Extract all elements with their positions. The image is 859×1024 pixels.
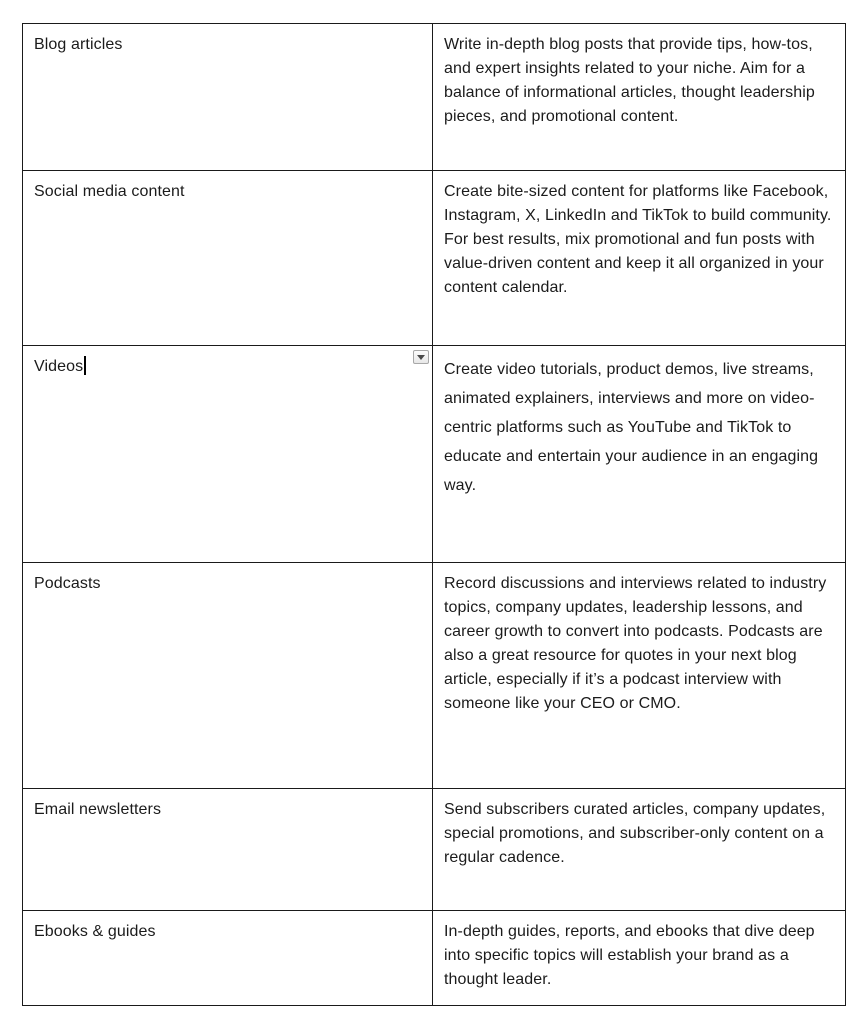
table-row [23,171,846,346]
content-type-cell[interactable] [23,911,433,1006]
description-text: Write in-depth blog posts that provide tips, how-tos, and expert insights related to your niche. Aim for a balance of informational articles, thought leadership pieces, and promotional content. [444,36,815,125]
content-types-table [22,23,846,1006]
description-text: In-depth guides, reports, and ebooks that dive deep into specific topics will establish your brand as a thought leader. [444,923,815,988]
description-text: Create video tutorials, product demos, live streams, animated explainers, interviews and more on video-centric platforms such as YouTube and TikTok to educate and entertain your audience in an engaging way. [444,361,819,494]
description-cell[interactable] [433,346,846,563]
description-cell[interactable] [433,789,846,911]
description-cell[interactable] [433,171,846,346]
content-type-cell[interactable] [23,24,433,171]
cell-dropdown-button[interactable] [413,350,429,364]
content-type-label: Blog articles [34,36,123,53]
table-row [23,789,846,911]
content-type-label: Email newsletters [34,801,162,818]
chevron-down-icon [417,355,425,360]
text-cursor [84,356,86,375]
content-type-label: Videos [34,358,84,375]
description-cell[interactable] [433,24,846,171]
table-row [23,24,846,171]
description-cell[interactable] [433,911,846,1006]
table-row [23,911,846,1006]
content-type-label: Social media content [34,183,185,200]
content-type-label: Ebooks & guides [34,923,156,940]
description-cell[interactable] [433,563,846,789]
content-type-cell[interactable] [23,789,433,911]
content-type-cell[interactable] [23,346,433,563]
content-type-cell[interactable] [23,563,433,789]
table-row [23,563,846,789]
content-type-label: Podcasts [34,575,101,592]
description-text: Send subscribers curated articles, company updates, special promotions, and subscriber-only content on a regular cadence. [444,801,826,866]
description-text: Create bite-sized content for platforms like Facebook, Instagram, X, LinkedIn and TikTok to build community. For best results, mix promotional and fun posts with value-driven content and keep it all organized in your content calendar. [444,183,832,296]
description-text: Record discussions and interviews related to industry topics, company updates, leadership lessons, and career growth to convert into podcasts. Podcasts are also a great resource for quotes in your next blog article, especially if it’s a podcast interview with someone like your CEO or CMO. [444,575,827,712]
table-row [23,346,846,563]
content-type-cell[interactable] [23,171,433,346]
